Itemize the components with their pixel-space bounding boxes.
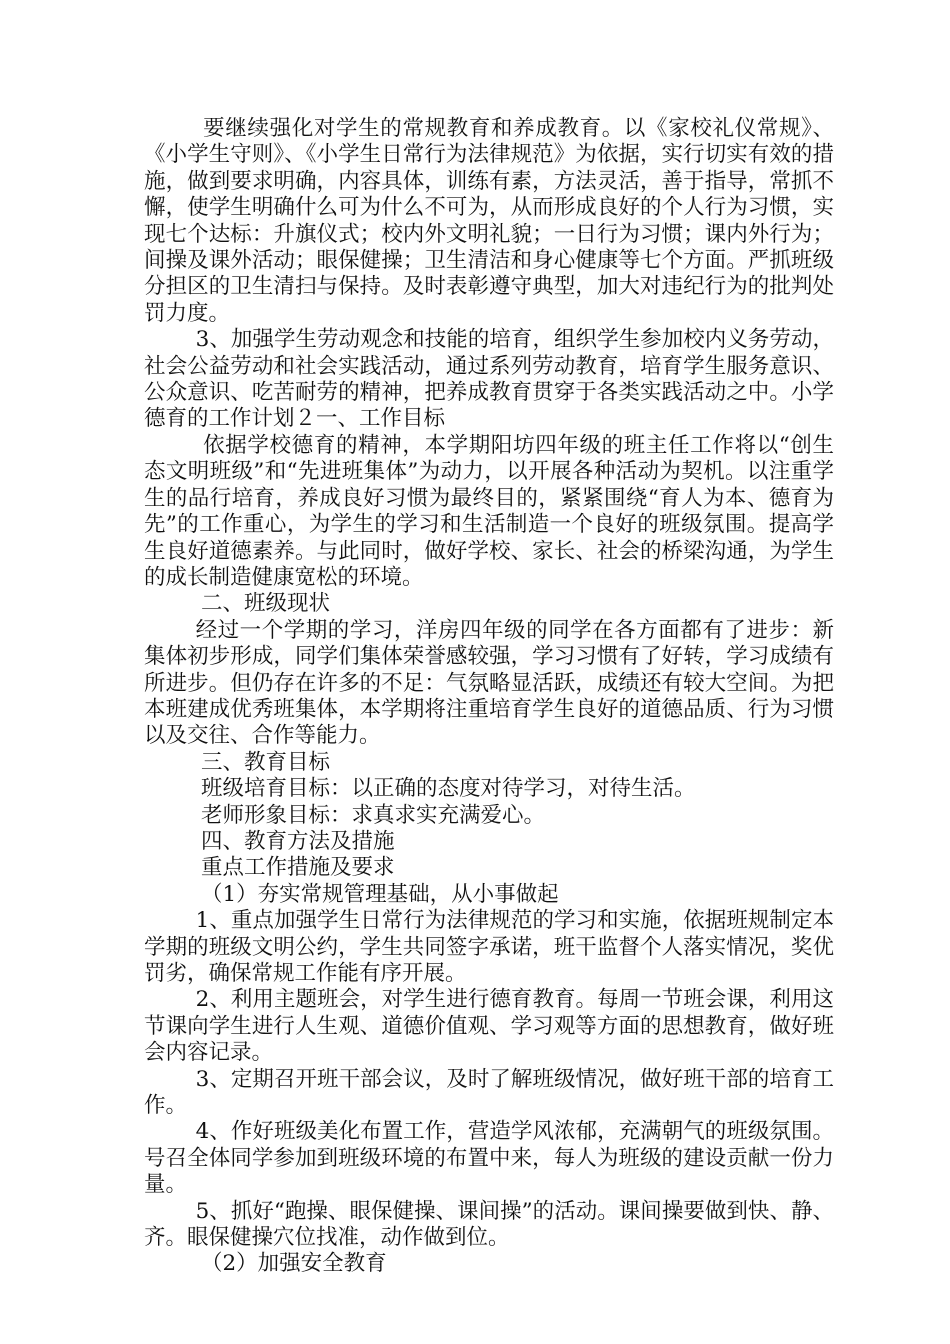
measure-item-1: 1、重点加强学生日常行为法律规范的学习和实施，依据班规制定本学期的班级文明公约，学生共同签字承诺，班干监督个人落实情况，奖优罚劣，确保常规工作能有序开展。: [144, 908, 834, 986]
class-training-goal: 班级培育目标：以正确的态度对待学习，对待生活。: [201, 776, 696, 802]
heading-class-status: 二、班级现状: [201, 591, 331, 617]
teacher-image-goal: 老师形象目标：求真求实充满爱心。: [201, 802, 546, 828]
paragraph-work-goal: 依据学校德育的精神，本学期阳坊四年级的班主任工作将以“创生态文明班级”和“先进班集体”为动力，以开展各种活动为契机。以注重学生的品行培育，养成良好习惯为最终目的，紧紧围绕“育人为本、德育为先”的工作重心，为学生的学习和生活制造一个良好的班级氛围。提高学生良好道德素养。与此同时，做好学校、家长、社会的桥梁沟通，为学生的成长制造健康宽松的环境。: [144, 432, 834, 590]
subheading-routine-management: （1）夯实常规管理基础，从小事做起: [201, 881, 559, 907]
paragraph-labor-education: 3、加强学生劳动观念和技能的培育，组织学生参加校内义务劳动，社会公益劳动和社会实践活动，通过系列劳动教育，培育学生服务意识、公众意识、吃苦耐劳的精神，把养成教育贯穿于各类实践活动之中。小学德育的工作计划２一、工作目标: [144, 327, 834, 432]
heading-education-goal: 三、教育目标: [201, 749, 331, 775]
document-page: [144, 116, 834, 1278]
heading-methods: 四、教育方法及措施: [201, 828, 395, 854]
measure-item-3: 3、定期召开班干部会议，及时了解班级情况，做好班干部的培育工作。: [144, 1066, 834, 1119]
paragraph-class-status: 经过一个学期的学习，洋房四年级的同学在各方面都有了进步：新集体初步形成，同学们集体荣誉感较强，学习习惯有了好转，学习成绩有所进步。但仍存在许多的不足：气氛略显活跃，成绩还有较大空间。为把本班建成优秀班集体，本学期将注重培育学生良好的道德品质、行为习惯以及交往、合作等能力。: [144, 617, 834, 749]
measure-item-4: 4、作好班级美化布置工作，营造学风浓郁，充满朝气的班级氛围。号召全体同学参加到班级环境的布置中来，每人为班级的建设贡献一份力量。: [144, 1119, 834, 1198]
measure-item-2: 2、利用主题班会，对学生进行德育教育。每周一节班会课，利用这节课向学生进行人生观、道德价值观、学习观等方面的思想教育，做好班会内容记录。: [144, 987, 834, 1066]
heading-key-measures: 重点工作措施及要求: [201, 855, 395, 881]
paragraph-habit-education: 要继续强化对学生的常规教育和养成教育。以《家校礼仪常规》、《小学生守则》、《小学生日常行为法律规范》为依据，实行切实有效的措施，做到要求明确，内容具体，训练有素，方法灵活，善于指导，常抓不懈，使学生明确什么可为什么不可为，从而形成良好的个人行为习惯，实现七个达标：升旗仪式；校内外文明礼貌；一日行为习惯；课内外行为；间操及课外活动；眼保健操；卫生清洁和身心健康等七个方面。严抓班级分担区的卫生清扫与保持。及时表彰遵守典型，加大对违纪行为的批判处罚力度。: [144, 116, 834, 326]
measure-item-5: 5、抓好“跑操、眼保健操、课间操”的活动。课间操要做到快、静、齐。眼保健操穴位找准，动作做到位。: [144, 1198, 834, 1251]
subheading-safety-education: （2）加强安全教育: [201, 1251, 387, 1277]
